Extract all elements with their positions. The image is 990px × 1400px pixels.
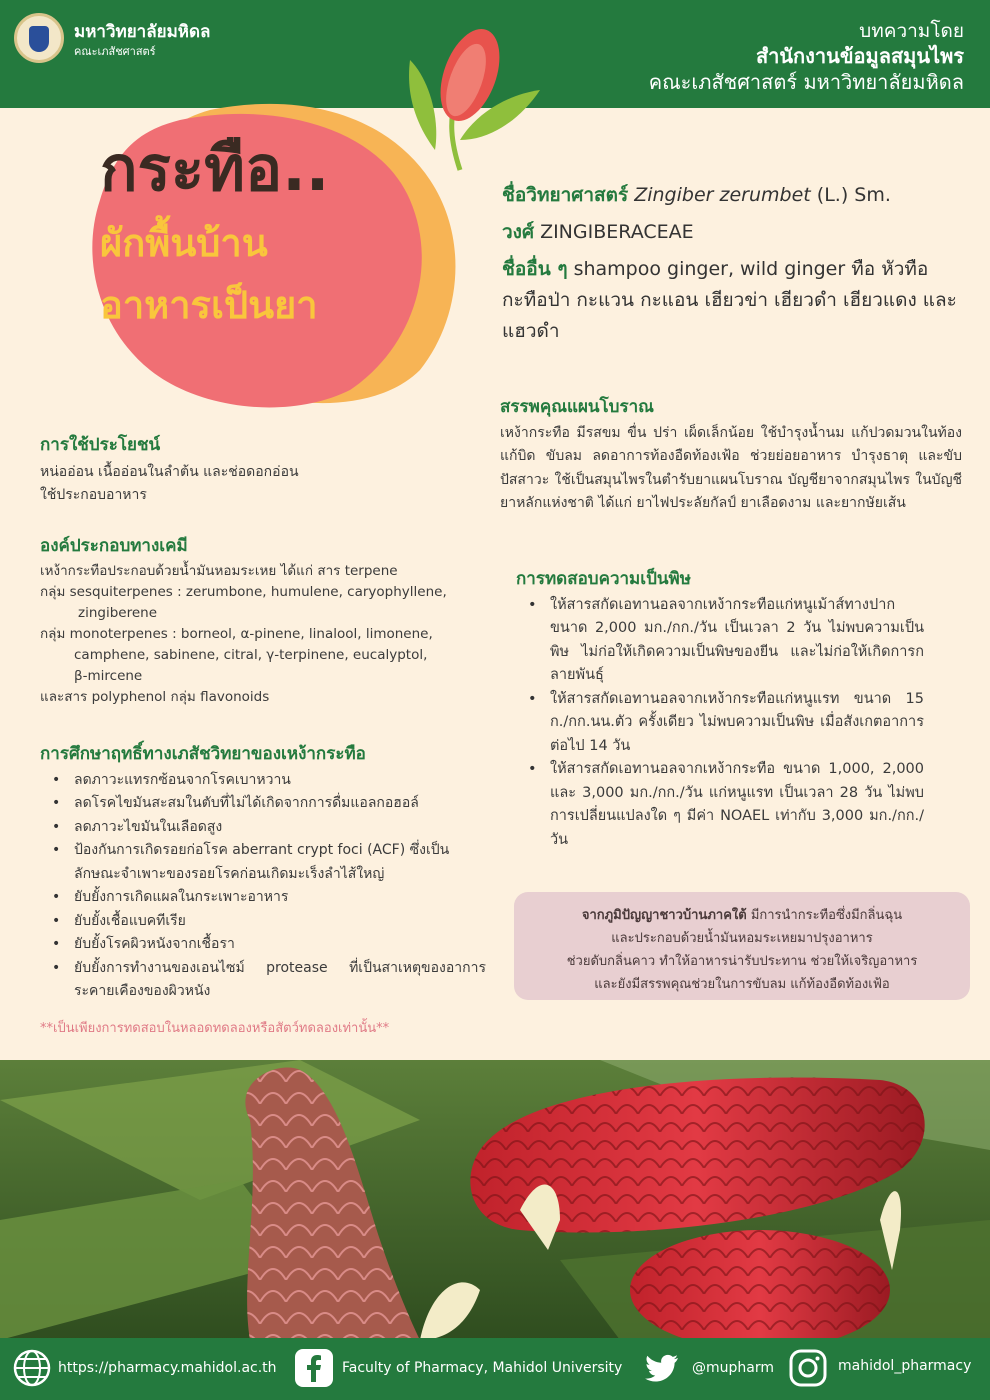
toxicity-item: • ให้สารสกัดเอทานอลจากเหง้ากระทือ ขนาด 1,000, 2,000 และ 3,000 มก./กก./วัน แก่หนูแรท เป็นเวลา 28 วัน ไม่พบการเปลี่ยนแปลงใด ๆ มีค่า NOAEL เท่ากับ 3,000 มก./กก./วัน [516,758,924,852]
traditional-text: เหง้ากระทือ มีรสขม ขื่น ปร่า เผ็ดเล็กน้อย ใช้บำรุงน้ำนม แก้ปวดมวนในท้อง แก้บิด ขับลม ลดอาการท้องอืดท้องเฟ้อ ช่วยย่อยอาหาร บำรุงธาตุ และขับปัสสาวะ ใช้เป็นสมุนไพรในตำรับยาแผนโบราณ บัญชียาจากสมุนไพร ในบัญชียาหลักแห่งชาติ ได้แก่ ยาไฟประลัยกัลป์ ยาเลือดงาม และยากษัยเส้น [500,424,962,511]
uses-line-2: ใช้ประกอบอาหาร [40,487,147,503]
wisdom-line-1: มีการนำกระทือซึ่งมีกลิ่นฉุน [746,908,903,923]
title-line-2: ผักพื้นบ้าน [100,221,268,265]
sci-name-author: (L.) Sm. [816,184,891,206]
wisdom-bold: จากภูมิปัญญาชาวบ้านภาคใต้ [581,908,747,923]
sci-name-label: ชื่อวิทยาศาสตร์ [502,184,629,206]
torch-ginger-flower-icon [390,20,550,180]
pharmacology-item: • ยับยั้งการทำงานของเอนไซม์ protease ที่เป็นสาเหตุของอาการระคายเคืองของผิวหนัง [40,957,486,1004]
wisdom-line-3: ช่วยดับกลิ่นคาว ทำให้อาหารน่ารับประทาน ช่วยให้เจริญอาหาร [566,954,918,969]
globe-icon [12,1348,52,1388]
facebook-link[interactable]: Faculty of Pharmacy, Mahidol University [342,1360,623,1376]
traditional-heading: สรรพคุณแผนโบราณ [500,397,654,417]
chemistry-line: และสาร polyphenol กลุ่ม flavonoids [40,689,270,705]
chemistry-heading: องค์ประกอบทางเคมี [40,536,188,556]
faculty-name: คณะเภสัชศาสตร์ [74,45,156,58]
twitter-icon[interactable] [642,1348,682,1388]
pharmacology-item: • ลดภาวะแทรกซ้อนจากโรคเบาหวาน [40,769,486,793]
other-names-label: ชื่ออื่น ๆ [502,258,568,280]
instagram-icon[interactable] [788,1348,828,1388]
chemistry-section [40,536,490,708]
chemistry-line: เหง้ากระทือประกอบด้วยน้ำมันหอมระเหย ได้แก่ สาร terpene [40,563,398,579]
website-link[interactable]: https://pharmacy.mahidol.ac.th [58,1360,277,1376]
pharmacology-item: • ยับยั้งโรคผิวหนังจากเชื้อรา [40,933,486,957]
toxicity-section [516,568,924,852]
twitter-handle[interactable]: @mupharm [692,1360,774,1376]
pharmacology-item: • ลดภาวะไขมันในเลือดสูง [40,816,486,840]
pharmacology-section [40,743,486,1004]
uses-heading: การใช้ประโยชน์ [40,435,161,455]
toxicity-heading: การทดสอบความเป็นพิษ [516,569,691,589]
wisdom-line-4: และยังมีสรรพคุณช่วยในการขับลม แก้ท้องอืดท้องเฟ้อ [594,977,890,992]
chemistry-line: กลุ่ม monoterpenes : borneol, α-pinene, linalool, limonene, [40,626,433,642]
pharmacology-item: • ป้องกันการเกิดรอยก่อโรค aberrant crypt foci (ACF) ซึ่งเป็นลักษณะจำเพาะของรอยโรคก่อนเกิดมะเร็งลำไส้ใหญ่ [40,839,486,886]
footer-bar [0,1338,990,1400]
chemistry-line: camphene, sabinene, citral, γ-terpinene, eucalyptol, [74,647,428,663]
pharmacology-item: • ยับยั้งการเกิดแผลในกระเพาะอาหาร [40,886,486,910]
toxicity-item: • ให้สารสกัดเอทานอลจากเหง้ากระทือแก่หนูแรท ขนาด 15 ก./กก.นน.ตัว ครั้งเดียว ไม่พบความเป็นพิษ เมื่อสังเกตอาการต่อไป 14 วัน [516,688,924,759]
traditional-section [500,396,962,516]
names-block [502,180,962,347]
sci-name-value: Zingiber zerumbet [634,184,811,206]
pharmacology-item: • ยับยั้งเชื้อแบคทีเรีย [40,910,486,934]
title-main: กระทือ.. [100,132,330,205]
wisdom-line-2: และประกอบด้วยน้ำมันหอมระเหยมาปรุงอาหาร [611,931,873,946]
office-name: สำนักงานข้อมูลสมุนไพร [755,44,964,68]
faculty-full-name: คณะเภสัชศาสตร์ มหาวิทยาลัยมหิดล [648,70,964,94]
uses-line-1: หน่ออ่อน เนื้ออ่อนในลำต้น และช่อดอกอ่อน [40,464,299,480]
local-wisdom-box [514,892,970,1000]
byline: บทความโดย [859,20,964,42]
title-line-3: อาหารเป็นยา [100,283,318,327]
chemistry-line: zingiberene [78,605,158,621]
family-value: ZINGIBERACEAE [540,221,694,243]
mahidol-logo [14,13,64,63]
chemistry-line: β-mircene [74,668,143,684]
toxicity-item: • ให้สารสกัดเอทานอลจากเหง้ากระทือแก่หนูเม้าส์ทางปากขนาด 2,000 มก./กก./วัน เป็นเวลา 2 วัน ไม่พบความเป็นพิษ ไม่ก่อให้เกิดความเป็นพิษของยีน และไม่ก่อให้เกิดการกลายพันธุ์ [516,594,924,688]
lab-only-note: **เป็นเพียงการทดสอบในหลอดทดลองหรือสัตว์ทดลองเท่านั้น** [40,1021,390,1036]
pharmacology-item: • ลดโรคไขมันสะสมในตับที่ไม่ได้เกิดจากการดื่มแอลกอฮอล์ [40,792,486,816]
family-label: วงศ์ [502,221,535,243]
torch-ginger-photo [0,1060,990,1340]
other-names-value: shampoo ginger, wild ginger ทือ หัวทือ กะทือป่า กะแวน กะแอน เฮียวข่า เฮียวดำ เฮียวแดง และแฮวดำ [502,258,957,342]
facebook-icon[interactable] [294,1348,334,1388]
chemistry-line: กลุ่ม sesquiterpenes : zerumbone, humulene, caryophyllene, [40,584,447,600]
uses-section [40,434,480,507]
university-name: มหาวิทยาลัยมหิดล [74,22,211,42]
instagram-handle[interactable]: mahidol_pharmacy [838,1358,972,1374]
pharmacology-heading: การศึกษาฤทธิ์ทางเภสัชวิทยาของเหง้ากระทือ [40,744,366,764]
